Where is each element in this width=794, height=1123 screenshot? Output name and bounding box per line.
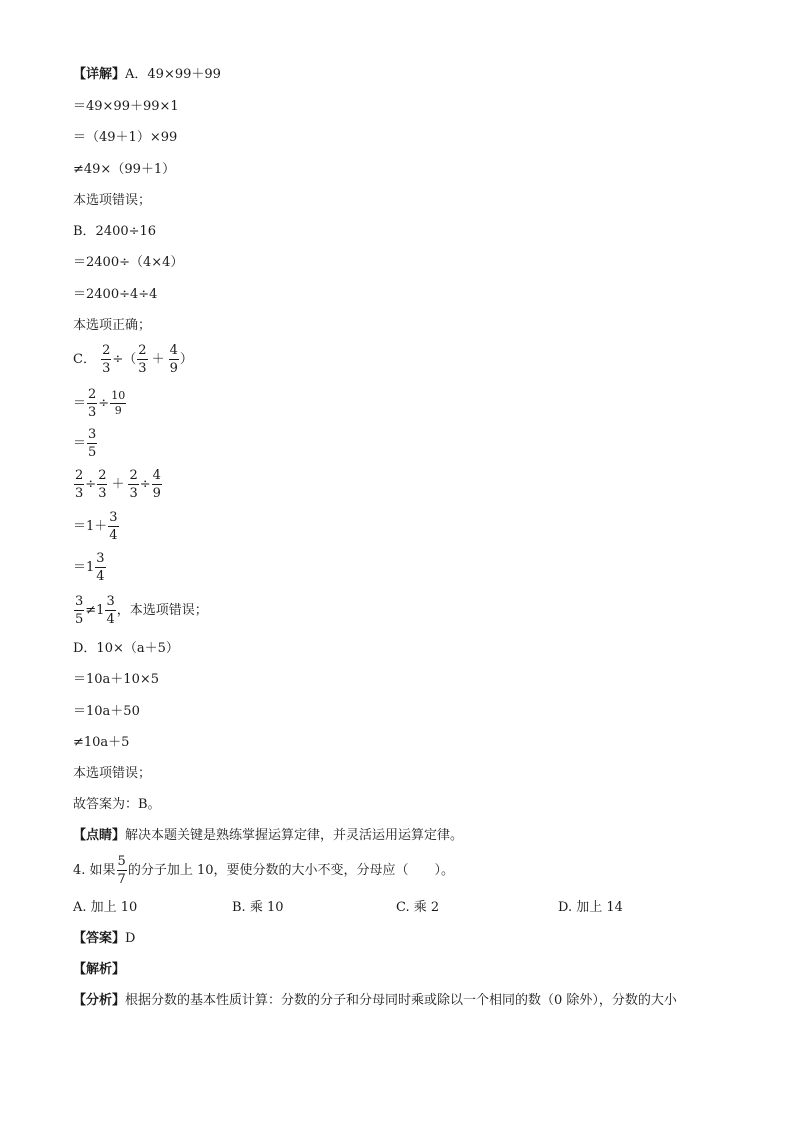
solution-answer: 故答案为：B。 xyxy=(73,797,161,812)
solution-b-line2: ＝2400÷（4×4） xyxy=(73,255,184,270)
solution-b-verdict: 本选项正确； xyxy=(73,318,152,333)
solution-a-line3: ＝（49＋1）×99 xyxy=(73,130,178,145)
option-c: C. 乘 2 xyxy=(396,900,440,915)
fraction: $\frac{3}{4}$ xyxy=(109,510,118,543)
solution-d-line3: ＝10a＋50 xyxy=(73,704,140,719)
fraction: $\frac{3}{5}$ xyxy=(88,427,97,460)
analysis-detail-line: 【分析】根据分数的基本性质计算：分数的分子和分母同时乘或除以一个相同的数（0 除外），分数的大小 xyxy=(73,993,677,1008)
answer-line xyxy=(73,930,135,948)
solution-d-verdict: 本选项错误； xyxy=(73,766,152,781)
option-d: D. 加上 14 xyxy=(558,900,623,915)
fraction: $\frac{5}{7}$ xyxy=(117,854,126,887)
fraction: $\frac{4}{9}$ xyxy=(169,343,178,376)
question-4: 4. 如果 $\frac{5}{7}$ 的分子加上 10，要使分数的大小不变，分母应（ ）。 xyxy=(73,854,455,887)
solution-c-line2: ＝ $\frac{2}{3}$ ÷ $\frac{10}{9}$ xyxy=(73,387,126,420)
solution-c-line5: ＝1＋ $\frac{3}{4}$ xyxy=(73,510,118,543)
solution-a-line2: ＝49×99＋99×1 xyxy=(73,99,179,114)
solution-d-line4: ≠10a＋5 xyxy=(73,735,130,750)
answer-value: D xyxy=(125,931,136,946)
answer-heading: 【答案】 xyxy=(73,931,126,946)
solution-c-verdict: $\frac{3}{5}$ ≠1 $\frac{3}{4}$ ，本选项错误； xyxy=(75,594,208,627)
solution-b-line3: ＝2400÷4÷4 xyxy=(73,287,158,302)
fraction: $\frac{3}{4}$ xyxy=(96,551,105,584)
solution-a-line1: 【详解】A．49×99＋99 xyxy=(73,67,221,82)
fraction: $\frac{2}{3}$ xyxy=(75,468,84,501)
solution-d-line2: ＝10a＋10×5 xyxy=(73,672,159,687)
solution-c-line1: C． $\frac{2}{3}$ ÷（ $\frac{2}{3}$ ＋ $\frac{4}{9}$ ） xyxy=(73,343,193,376)
solution-b-line1: B．2400÷16 xyxy=(73,224,157,239)
fraction: $\frac{3}{5}$ xyxy=(75,594,84,627)
solution-heading: 【详解】 xyxy=(73,67,126,82)
comment-heading: 【点睛】 xyxy=(73,828,126,843)
fraction: $\frac{2}{3}$ xyxy=(129,468,138,501)
solution-a-verdict: 本选项错误； xyxy=(73,193,152,208)
option-a: A. 加上 10 xyxy=(73,900,138,915)
fraction: $\frac{4}{9}$ xyxy=(152,468,161,501)
fraction: $\frac{2}{3}$ xyxy=(98,468,107,501)
analysis-heading: 【解析】 xyxy=(73,962,126,977)
solution-a-line4: ≠49×（99＋1） xyxy=(73,162,176,177)
fraction: $\frac{10}{9}$ xyxy=(111,389,126,417)
comment-line: 【点睛】解决本题关键是熟练掌握运算定律，并灵活运用运算定律。 xyxy=(73,828,464,843)
option-b: B. 乘 10 xyxy=(232,900,284,915)
fraction: $\frac{3}{4}$ xyxy=(106,594,115,627)
solution-c-line4: $\frac{2}{3}$ ÷ $\frac{2}{3}$ ＋ $\frac{2}{3}$ ÷ $\frac{4}{9}$ xyxy=(75,468,161,501)
analysis-detail-heading: 【分析】 xyxy=(73,993,126,1008)
fraction: $\frac{2}{3}$ xyxy=(138,343,147,376)
solution-c-line6: ＝1 $\frac{3}{4}$ xyxy=(73,551,105,584)
fraction: $\frac{2}{3}$ xyxy=(102,343,111,376)
solution-c-line3: ＝ $\frac{3}{5}$ xyxy=(73,427,97,460)
fraction: $\frac{2}{3}$ xyxy=(88,387,97,420)
solution-d-line1: D．10×（a＋5） xyxy=(73,641,179,656)
